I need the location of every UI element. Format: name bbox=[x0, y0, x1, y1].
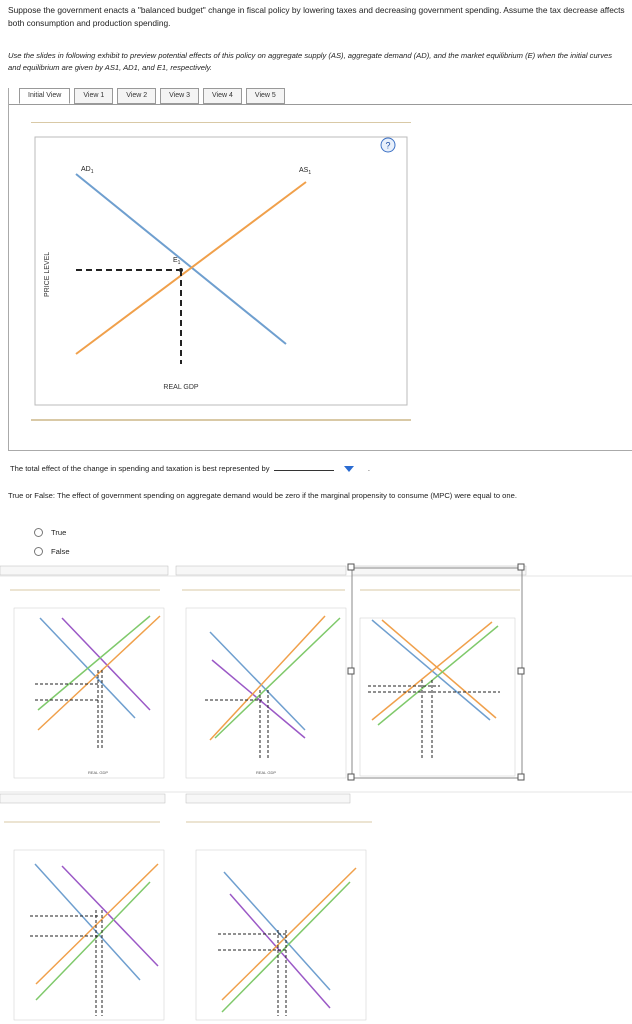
equilibrium-point bbox=[179, 268, 183, 272]
as1-label: $AS_1$ bbox=[299, 167, 312, 176]
option-true-label: True bbox=[51, 528, 67, 537]
ad1-label: $AD_1$ bbox=[81, 166, 94, 175]
radio-true[interactable] bbox=[34, 528, 43, 537]
radio-false[interactable] bbox=[34, 547, 43, 556]
thumb-view-5[interactable] bbox=[196, 850, 366, 1020]
exhibit-panel bbox=[8, 88, 632, 451]
tab-view-3[interactable]: View 3 bbox=[160, 88, 199, 104]
thumb-1-xlabel: REAL GDP bbox=[87, 770, 109, 775]
tab-initial-view[interactable]: Initial View bbox=[19, 88, 70, 104]
option-true[interactable] bbox=[34, 528, 66, 537]
thumb-2-xlabel: REAL GDP bbox=[255, 770, 277, 775]
slide-thumbnails bbox=[0, 560, 632, 1024]
question-intro: Suppose the government enacts a "balanced budget" change in fiscal policy by lowering taxes and decreasing government spending. Assume the tax decrease affects both consumption and production spending. bbox=[8, 5, 625, 28]
option-false[interactable] bbox=[34, 547, 70, 556]
x-axis-label: REAL GDP bbox=[163, 384, 199, 391]
thumb-view-4[interactable] bbox=[14, 850, 164, 1020]
option-false-label: False bbox=[51, 547, 70, 556]
thumb-view-3[interactable] bbox=[348, 564, 524, 780]
question-instruction: Use the slides in following exhibit to preview potential effects of this policy on aggregate supply (AS), aggregate demand (AD), and the market equilibrium (E) when the initial curves and equilibrium are given by AS1, AD1, and E1, respectively. bbox=[8, 51, 613, 72]
chevron-down-icon[interactable] bbox=[344, 466, 354, 472]
view-tabs bbox=[19, 88, 289, 104]
thumb-tabs-row-1 bbox=[0, 566, 526, 575]
y-axis-label: PRICE LEVEL bbox=[44, 251, 51, 297]
question-2-text: True or False: The effect of government spending on aggregate demand would be zero if the marginal propensity to consume (MPC) were equal to one. bbox=[8, 491, 517, 500]
help-label: ? bbox=[385, 140, 391, 151]
ad-as-graph bbox=[31, 122, 411, 442]
answer-dropdown[interactable] bbox=[274, 470, 334, 471]
tab-view-1[interactable]: View 1 bbox=[74, 88, 113, 104]
question-1-end: . bbox=[367, 464, 370, 473]
question-1-text: The total effect of the change in spending and taxation is best represented by bbox=[10, 464, 270, 473]
thumb-view-1[interactable] bbox=[14, 608, 164, 778]
question-1 bbox=[10, 464, 370, 473]
help-icon[interactable] bbox=[381, 138, 395, 152]
tab-view-2[interactable]: View 2 bbox=[117, 88, 156, 104]
tab-divider bbox=[9, 104, 632, 105]
thumb-view-2[interactable] bbox=[186, 608, 346, 778]
tab-view-4[interactable]: View 4 bbox=[203, 88, 242, 104]
e1-label: $E_1$ bbox=[173, 257, 181, 266]
tab-view-5[interactable]: View 5 bbox=[246, 88, 285, 104]
